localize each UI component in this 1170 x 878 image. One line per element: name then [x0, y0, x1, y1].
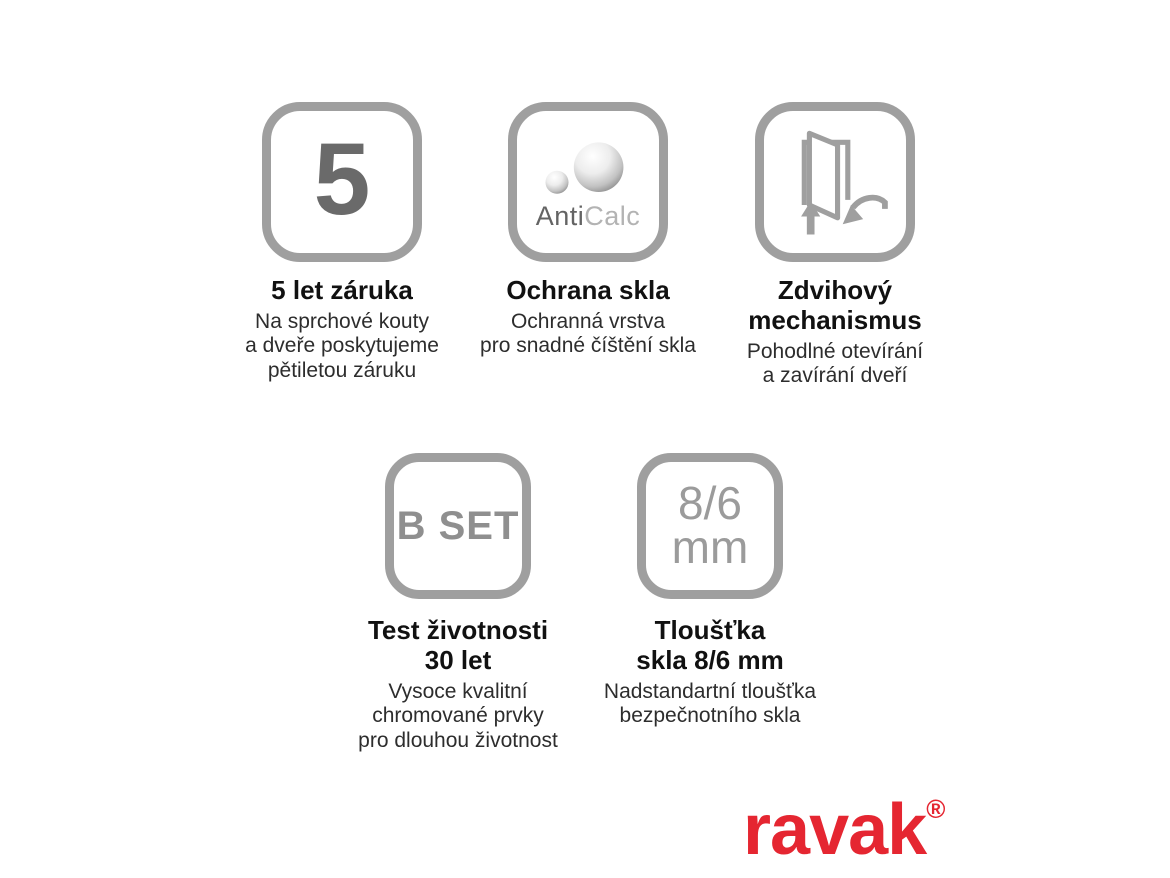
anticalc-badge — [508, 102, 668, 262]
lift-mechanism-badge — [755, 102, 915, 262]
badge-8-6-mm-icon — [637, 453, 783, 599]
door-lift-icon — [771, 118, 899, 246]
feature-description-glass-protection: Ochranná vrstva pro snadné číštění skla — [480, 309, 696, 358]
anticalc-bubbles-icon — [533, 138, 643, 200]
badge-8-6-mm-text: 8/6 mm — [671, 477, 749, 573]
badge-5-icon — [262, 102, 422, 262]
feature-title-glass-thickness: Tloušťka skla 8/6 mm — [636, 615, 784, 675]
registered-trademark-icon: ® — [926, 794, 945, 824]
feature-title-lift-mechanism: Zdvihový mechanismus — [748, 275, 922, 335]
feature-title-durability-test: Test životnosti 30 let — [367, 615, 549, 675]
feature-description-durability-test: Vysoce kvalitní chromované prvky pro dlouhou životnost — [358, 679, 558, 752]
badge-b-set-icon — [385, 453, 531, 599]
ravak-logo-text: ravak — [743, 790, 927, 870]
feature-description-lift-mechanism: Pohodlné otevírání a zavírání dveří — [746, 339, 924, 388]
ravak-logo — [743, 790, 945, 870]
feature-description-glass-thickness: Nadstandartní tloušťka bezpečnotního skla — [603, 679, 817, 728]
feature-title-glass-protection: Ochrana skla — [506, 275, 670, 305]
badge-5-text: 5 — [313, 122, 371, 236]
badge-b-set-text: B SET — [396, 504, 520, 548]
feature-card-lift-mechanism — [685, 102, 985, 389]
feature-card-glass-thickness — [560, 453, 860, 729]
anticalc-label: AntiCalc — [535, 201, 641, 231]
feature-description-warranty: Na sprchové kouty a dveře poskytujeme pětiletou záruku — [245, 309, 439, 383]
feature-title-warranty: 5 let záruka — [271, 275, 413, 305]
